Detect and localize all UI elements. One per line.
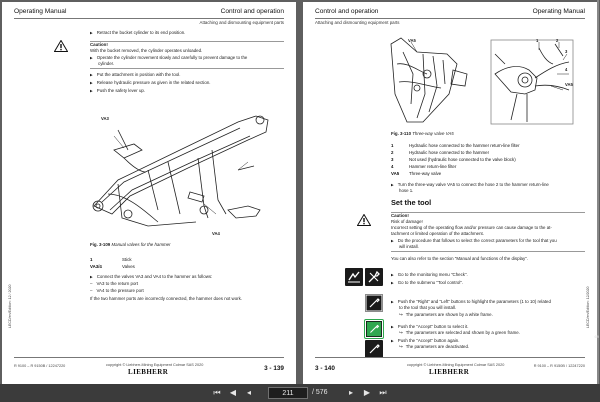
right-footer-rule [315, 357, 585, 358]
right-caution-step: ▶ Do the procedure that follows to select the correct parameters for the tool that you [391, 238, 557, 244]
label-va3: VA3 [101, 116, 109, 121]
step-turn-valve: ▶ Turn the three-way valve VA5 to connect the hose 2 to the hammer return-line [391, 182, 549, 188]
legend-value: Three-way valve [409, 171, 442, 176]
tool-control-icon [365, 268, 383, 286]
legend-key: VA3/4 [90, 264, 102, 269]
right-figure-caption [391, 131, 454, 136]
left-caution-line2: ▶ Operate the cylinder movement slowly and carefully to prevent damage to the [90, 55, 247, 61]
monitoring-check-icon [345, 268, 363, 286]
right-page [303, 2, 597, 384]
previous-page-icon[interactable]: ◀ [229, 388, 237, 397]
label-va5-side: VA5 [565, 82, 573, 87]
result-green-frame: ↪ The parameters are selected and shown by a green frame. [399, 330, 520, 336]
left-figure-title: Manual valves for the hammer [111, 242, 171, 247]
right-caution-title: Caution! [391, 213, 409, 218]
right-edition-ref: LECD/en/Edition: 12/2020 [586, 286, 590, 328]
right-footer-copyright: copyright © Liebherr-Mining Equipment Colmar SAS 2020 [407, 363, 505, 367]
result-deactivated: ↪ The parameters are deactivated. [399, 344, 469, 350]
legend-value: Hydraulic hose connected to the hammer [409, 150, 490, 155]
left-header-sub: Attaching and dismounting equipment parts [199, 20, 284, 25]
right-caution-line2: Incorrect setting of the operating flow and/or pressure can cause damage to the at- [391, 225, 552, 230]
warning-icon [54, 40, 68, 52]
warning-icon [357, 214, 371, 226]
left-footer-copyright: copyright © Liebherr-Mining Equipment Colmar SAS 2020 [106, 363, 204, 367]
step-release-pressure: ▶ Release hydraulic pressure as given in the related section. [90, 80, 211, 86]
zoom-readout: 69 [594, 334, 599, 339]
step-push-right-left-cont: to the tool that you will install. [399, 305, 457, 310]
right-caution-line1: Risk of damage! [391, 219, 423, 224]
step-put-attachment: ▶ Put the attachment in position with the tool. [90, 72, 180, 78]
left-header [14, 8, 284, 17]
left-header-section: Control and operation [220, 8, 284, 15]
legend-value: Valves [122, 264, 135, 269]
result-white-frame: ↪ The parameters are shown by a white frame. [399, 312, 493, 318]
note-incorrect-connection: If the two hammer ports are incorrectly connected, the hammer does not work. [90, 296, 243, 301]
dash-va4: – VA4 to the pressure port [90, 288, 144, 294]
label-va5-top: VA5 [408, 38, 416, 43]
legend-key: 1 [391, 143, 394, 148]
page-number-input[interactable] [268, 387, 308, 399]
also-refer-note: You can also refer to the section "Manual and functions of the display". [391, 256, 528, 261]
left-header-rule [14, 18, 284, 19]
left-caution-line1: With the bucket removed, the cylinder operates unloaded. [90, 48, 203, 53]
step-push-right-left: ▶ Push the "Right" and "Left" buttons to highlight the parameters (1 to 10) related [391, 299, 551, 305]
label-1: 1 [536, 38, 539, 43]
legend-key: 1 [90, 257, 93, 262]
label-3: 3 [565, 49, 568, 54]
right-figure-number: Fig. 3-110 [391, 131, 412, 136]
left-page-number: 3 - 139 [264, 365, 284, 372]
label-2: 2 [556, 38, 559, 43]
last-page-icon[interactable]: ⏭ [379, 388, 387, 397]
figure-three-way-valve [387, 34, 577, 126]
right-header-sub: Attaching and dismounting equipment parts [315, 20, 400, 25]
left-figure-number: Fig. 3-109 [90, 242, 111, 247]
left-caution-line2b: cylinder. [98, 61, 115, 66]
legend-value: Hammer return-line filter [409, 164, 457, 169]
right-header-rule [315, 18, 585, 19]
step-turn-valve-cont: hose 1. [399, 188, 414, 193]
vertical-scrollbar[interactable] [594, 0, 599, 384]
right-caution-step-cont: will install. [399, 244, 419, 249]
legend-value: Not used (hydraulic hose connected to the valve block) [409, 157, 516, 162]
next-page-icon[interactable]: ▶ [363, 388, 371, 397]
legend-key: 4 [391, 164, 394, 169]
step-safety-lever: ▶ Push the safety lever up. [90, 88, 145, 94]
tool-green-frame-icon [365, 320, 383, 338]
liebherr-logo: LIEBHERR [429, 368, 470, 376]
right-footer-code: R 9100 – R 9150B / 12247220 [533, 364, 585, 368]
left-figure-caption [90, 242, 171, 247]
label-va4: VA4 [212, 231, 220, 236]
right-header-section: Control and operation [315, 8, 379, 15]
viewer-toolbar [0, 384, 600, 402]
legend-key: 3 [391, 157, 394, 162]
step-push-accept: ▶ Push the "Accept" button to select it. [391, 324, 469, 330]
right-caution-line3: tachment or limited operation of the attachment. [391, 231, 484, 236]
liebherr-logo: LIEBHERR [128, 368, 169, 376]
legend-key: VA5 [391, 171, 400, 176]
dash-va3: – VA3 to the return port [90, 281, 138, 287]
tool-deactivated-icon [365, 340, 383, 358]
left-header-manual: Operating Manual [14, 8, 67, 15]
legend-value: Hydraulic hose connected to the hammer return-line filter [409, 143, 520, 148]
section-title-set-tool: Set the tool [391, 198, 432, 207]
tool-white-frame-icon [365, 294, 383, 312]
first-page-icon[interactable]: ⏮ [213, 388, 221, 397]
step-go-tool-control: ▶ Go to the submenu "Tool control". [391, 280, 463, 286]
step-push-accept-again: ▶ Push the "Accept" button again. [391, 338, 459, 344]
left-edition-ref: LECD/en/Edition: 12 / 2020 [8, 284, 12, 328]
left-page [2, 2, 296, 384]
right-figure-title: Three-way valve VA5 [412, 131, 454, 136]
figure-manual-valves [88, 110, 284, 234]
page-up-icon[interactable]: ◂ [246, 388, 251, 397]
left-footer-code: R 9100 – R 9150B / 12247220 [14, 364, 66, 368]
label-4: 4 [565, 67, 568, 72]
total-pages-label: / 576 [312, 389, 328, 396]
left-footer-rule [14, 357, 284, 358]
step-connect-valves: ▶ Connect the valves VA3 and VA4 to the hammer as follows: [90, 274, 212, 280]
legend-key: 2 [391, 150, 394, 155]
legend-value: Stick [122, 257, 132, 262]
right-header-manual: Operating Manual [532, 8, 585, 15]
page-down-icon[interactable]: ▸ [348, 388, 353, 397]
step-retract-bucket: ▶ Retract the bucket cylinder to its end position. [90, 30, 185, 36]
step-go-check: ▶ Go to the monitoring menu "Check". [391, 272, 468, 278]
right-header [315, 8, 585, 17]
left-caution-title: Caution! [90, 42, 108, 47]
right-page-number: 3 - 140 [315, 365, 335, 372]
